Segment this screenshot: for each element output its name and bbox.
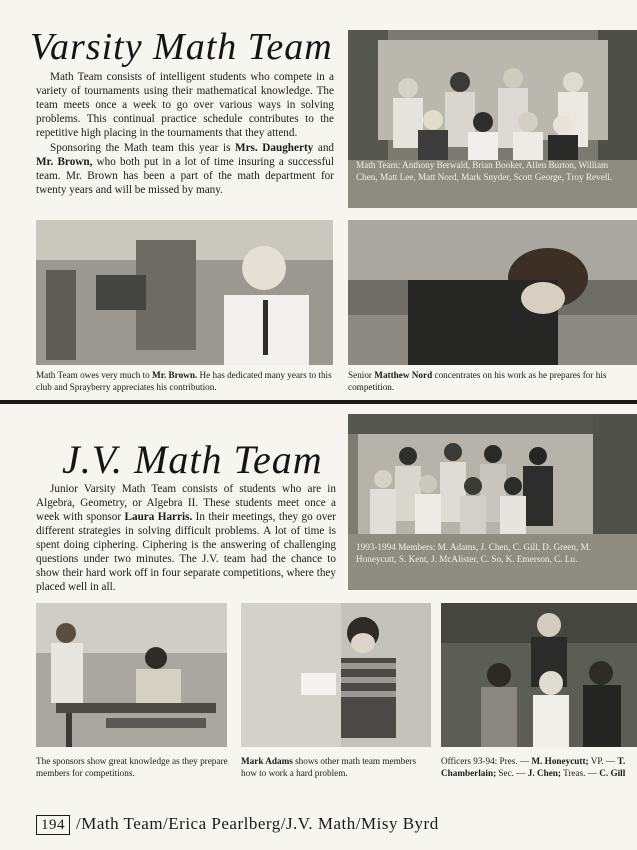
text-run: In their meetings, they go over different strategies in solving difficult problems. A lot of time is spent doing ciphering. Ciphering is the answering of challenging questions under two minutes. The J.V. team had the chance to show their hard work off in four separate competitions, where they placed well in all. — [36, 511, 336, 593]
page-number: 194 — [36, 815, 70, 835]
person-name: Mr. Brown. — [152, 370, 198, 380]
jv-title: J.V. Math Team — [62, 437, 323, 482]
mr-brown-photo — [36, 220, 333, 365]
jv-body — [36, 482, 336, 595]
student-photo-image — [348, 220, 637, 365]
text-run: Sec. — — [496, 767, 528, 778]
text-run: Officers 93-94: Pres. — — [441, 756, 532, 766]
classroom-photo-image — [36, 220, 333, 365]
varsity-team-caption: Math Team: Anthony Berwald, Brian Booker, Allen Burton, William Chen, Matt Lee, Matt Nord, Mark Snyder, Scott George, Troy Revell. — [356, 160, 613, 182]
sponsor-name: Laura Harris. — [124, 511, 193, 523]
text-run: shows other math team members how to work a hard problem. — [241, 756, 417, 778]
mark-adams-caption — [241, 756, 431, 779]
sponsor-name: Mr. Brown, — [36, 156, 93, 168]
person-name: Mark Adams — [241, 756, 293, 766]
section-divider — [0, 400, 637, 404]
text-run: and — [313, 142, 335, 154]
page-footer — [36, 814, 439, 835]
varsity-body — [36, 70, 334, 198]
mr-brown-caption — [36, 370, 333, 393]
varsity-paragraph-2 — [36, 141, 334, 197]
text-run: Junior Varsity Math Team consists of students who are in Algebra, Geometry, or Algebra II. These students meet once a week with sponsor — [36, 483, 336, 523]
officers-caption — [441, 756, 637, 779]
person-name: Matthew Nord — [374, 370, 433, 380]
officer-name: J. Chen; — [527, 767, 561, 778]
text-run: Senior — [348, 370, 375, 380]
text-run: who both put in a lot of time insuring a successful team. Mr. Brown has been a part of the math department for twenty years and will be missed by many. — [36, 156, 335, 196]
text-run: concentrates on his work as he prepares for his competition. — [348, 370, 607, 392]
matthew-nord-photo — [348, 220, 637, 365]
text-run: Math Team owes very much to — [36, 370, 153, 380]
sponsors-photo — [36, 603, 227, 747]
officer-name: M. Honeycutt; — [531, 756, 589, 766]
footer-credits: /Math Team/Erica Pearlberg/J.V. Math/Misy Byrd — [76, 814, 439, 833]
mark-adams-photo — [241, 603, 431, 747]
student-photo-image — [241, 603, 431, 747]
varsity-paragraph-1: Math Team consists of intelligent students who compete in a variety of tournaments using their mathematical knowledge. The team meets once a week to go over various ways in solving problems. This continual practice schedule contributes to the repetitive high placing in the tournaments that they attend. — [36, 71, 334, 139]
text-run: Sponsoring the Math team this year is — [50, 142, 236, 154]
officer-name: T. Chamberlain; — [441, 756, 626, 778]
text-run: He has dedicated many years to this club and Sprayberry appreciates his contribution. — [36, 370, 332, 392]
sponsor-name: Mrs. Daugherty — [235, 142, 314, 154]
text-run: Treas. — — [560, 767, 600, 778]
text-run: VP. — — [588, 756, 618, 766]
officers-photo — [441, 603, 637, 747]
matthew-nord-caption — [348, 370, 637, 393]
officer-name: C. Gill — [599, 767, 626, 778]
classroom-photo-image — [36, 603, 227, 747]
jv-members-caption: 1993-1994 Members: M. Adams, J. Chen, C. Gill, D. Green, M. Honeycutt, S. Kent, J. McAlister, C. So, K. Emerson, C. Lu. — [356, 542, 592, 564]
jv-paragraph-1 — [36, 482, 336, 594]
varsity-title: Varsity Math Team — [30, 26, 333, 68]
sponsors-caption: The sponsors show great knowledge as they prepare members for competitions. — [36, 756, 228, 778]
group-photo-image — [441, 603, 637, 747]
